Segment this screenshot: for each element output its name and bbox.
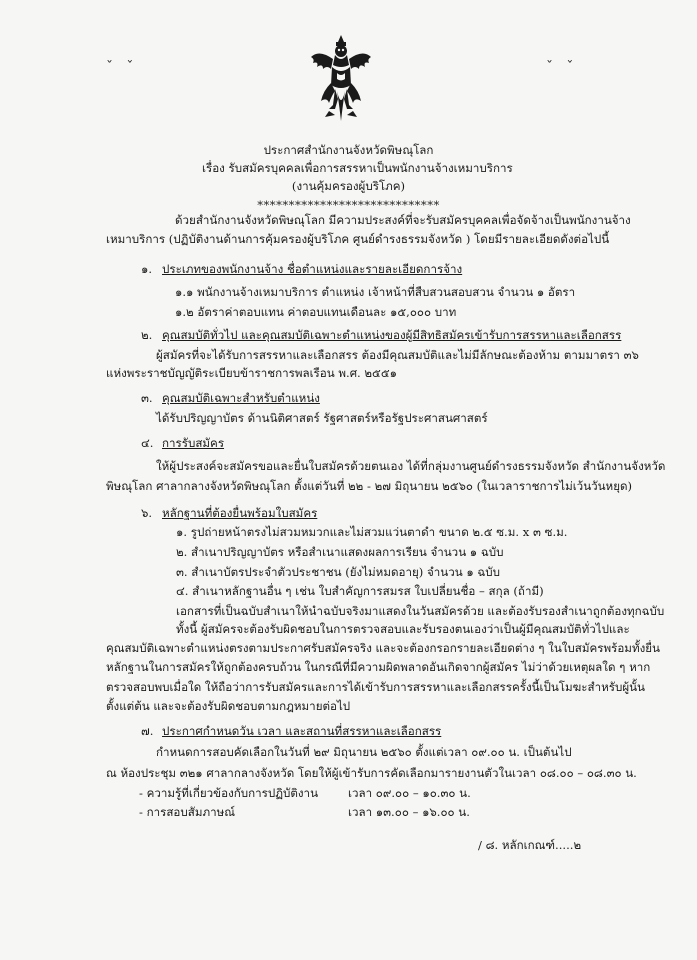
intro-line-1: ด้วยสำนักงานจังหวัดพิษณุโลก มีความประสงค์ที่จะรับสมัครบุคคลเพื่อจัดจ้างเป็นพนักงานจ้าง <box>175 213 631 227</box>
section-2-line-2: แห่งพระราชบัญญัติระเบียบข้าราชการพลเรือน พ.ศ. ๒๕๕๑ <box>106 366 397 380</box>
section-6-number: ๖. <box>141 506 153 520</box>
section-3-heading: คุณสมบัติเฉพาะสำหรับตำแหน่ง <box>162 391 320 405</box>
intro-line-2: เหมาบริการ (ปฏิบัติงานด้านการคุ้มครองผู้บริโภค ศูนย์ดำรงธรรมจังหวัด ) โดยมีรายละเอียดดังต่อไปนี้ <box>106 232 610 246</box>
announcement-title: ประกาศสำนักงานจังหวัดพิษณุโลก <box>263 143 434 157</box>
schedule-2-time: เวลา ๑๓.๐๐ – ๑๖.๐๐ น. <box>348 805 470 819</box>
announcement-subject: เรื่อง รับสมัครบุคคลเพื่อการสรรหาเป็นพนักงานจ้างเหมาบริการ <box>202 161 513 175</box>
garuda-emblem-icon <box>305 33 377 125</box>
left-scan-marks: ˇ ˇ <box>106 59 134 75</box>
document-item-4: ๔. สำเนาหลักฐานอื่น ๆ เช่น ใบสำคัญการสมรส ใบเปลี่ยนชื่อ – สกุล (ถ้ามี) <box>176 584 544 598</box>
right-scan-marks: ˇ ˇ <box>546 59 574 75</box>
section-6-para-2: คุณสมบัติเฉพาะตำแหน่งตรงตามประกาศรับสมัครจริง และจะต้องกรอกรายละเอียดต่าง ๆ ในใบสมัครพร้อมทั้งยื่น <box>106 641 660 655</box>
section-2-heading: คุณสมบัติทั่วไป และคุณสมบัติเฉพาะตำแหน่งของผู้มีสิทธิสมัครเข้ารับการสรรหาและเลือกสรร <box>162 328 622 342</box>
section-2-number: ๒. <box>141 328 153 342</box>
announcement-subtitle: (งานคุ้มครองผู้บริโภค) <box>291 179 406 193</box>
section-7-heading: ประกาศกำหนดวัน เวลา และสถานที่สรรหาและเลือกสรร <box>162 724 442 738</box>
asterisk-divider: ***************************** <box>257 198 440 212</box>
section-1-heading: ประเภทของพนักงานจ้าง ชื่อตำแหน่งและรายละเอียดการจ้าง <box>162 262 463 276</box>
section-4-line-2: พิษณุโลก ศาลากลางจังหวัดพิษณุโลก ตั้งแต่วันที่ ๒๒ - ๒๗ มิถุนายน ๒๕๖๐ (ในเวลาราชการไม่เว้นวันหยุด) <box>106 479 633 493</box>
section-4-line-1: ให้ผู้ประสงค์จะสมัครขอและยื่นใบสมัครด้วยตนเอง ได้ที่กลุ่มงานศูนย์ดำรงธรรมจังหวัด สำนักงานจังหวัด <box>156 459 666 473</box>
next-page-marker: / ๘. หลักเกณฑ์.....๒ <box>478 838 582 852</box>
section-1-line-2: ๑.๒ อัตราค่าตอบแทน ค่าตอบแทนเดือนละ ๑๕,๐๐๐ บาท <box>175 305 457 319</box>
section-7-line-1: กำหนดการสอบคัดเลือกในวันที่ ๒๙ มิถุนายน ๒๕๖๐ ตั้งแต่เวลา ๐๙.๐๐ น. เป็นต้นไป <box>156 745 572 759</box>
section-1-number: ๑. <box>141 262 153 276</box>
section-4-number: ๔. <box>141 436 154 450</box>
documents-note: เอกสารที่เป็นฉบับสำเนาให้นำฉบับจริงมาแสดงในวันสมัครด้วย และต้องรับรองสำเนาถูกต้องทุกฉบับ <box>176 604 665 618</box>
section-6-para-5: ตั้งแต่ต้น และจะต้องรับผิดชอบตามกฎหมายต่อไป <box>106 699 351 713</box>
schedule-1-label: - ความรู้ที่เกี่ยวข้องกับการปฏิบัติงาน <box>139 786 318 800</box>
section-1-line-1: ๑.๑ พนักงานจ้างเหมาบริการ ตำแหน่ง เจ้าหน้าที่สืบสวนสอบสวน จำนวน ๑ อัตรา <box>175 285 576 299</box>
schedule-2-label: - การสอบสัมภาษณ์ <box>139 805 236 819</box>
section-3-line-1: ได้รับปริญญาบัตร ด้านนิติศาสตร์ รัฐศาสตร์หรือรัฐประศาสนศาสตร์ <box>156 411 488 425</box>
document-item-2: ๒. สำเนาปริญญาบัตร หรือสำเนาแสดงผลการเรียน จำนวน ๑ ฉบับ <box>176 545 504 559</box>
schedule-1-time: เวลา ๐๙.๐๐ – ๑๐.๓๐ น. <box>348 786 471 800</box>
section-7-number: ๗. <box>141 724 154 738</box>
section-6-para-4: ตรวจสอบพบเมื่อใด ให้ถือว่าการรับสมัครและการได้เข้ารับการสรรหาและเลือกสรรครั้งนี้เป็นโมฆะสำหรับผู้นั้น <box>106 680 645 694</box>
section-3-number: ๓. <box>141 391 153 405</box>
section-7-line-2: ณ ห้องประชุม ๓๒๑ ศาลากลางจังหวัด โดยให้ผู้เข้ารับการคัดเลือกมารายงานตัวในเวลา ๐๘.๐๐ – ๐๘.๓๐ น. <box>106 766 637 780</box>
document-item-3: ๓. สำเนาบัตรประจำตัวประชาชน (ยังไม่หมดอายุ) จำนวน ๑ ฉบับ <box>176 565 500 579</box>
section-4-heading: การรับสมัคร <box>162 436 225 450</box>
document-item-1: ๑. รูปถ่ายหน้าตรงไม่สวมหมวกและไม่สวมแว่นตาดำ ขนาด ๒.๕ ซ.ม. x ๓ ซ.ม. <box>176 525 568 539</box>
section-6-heading: หลักฐานที่ต้องยื่นพร้อมใบสมัคร <box>162 506 318 520</box>
section-6-para-3: หลักฐานในการสมัครให้ถูกต้องครบถ้วน ในกรณีที่มีความผิดพลาดอันเกิดจากผู้สมัคร ไม่ว่าด้วยเหตุผลใด ๆ หาก <box>106 660 651 674</box>
section-2-line-1: ผู้สมัครที่จะได้รับการสรรหาและเลือกสรร ต้องมีคุณสมบัติและไม่มีลักษณะต้องห้าม ตามมาตรา ๓๖ <box>156 348 639 362</box>
section-6-para-1: ทั้งนี้ ผู้สมัครจะต้องรับผิดชอบในการตรวจสอบและรับรองตนเองว่าเป็นผู้มีคุณสมบัติทั่วไปและ <box>176 622 630 636</box>
